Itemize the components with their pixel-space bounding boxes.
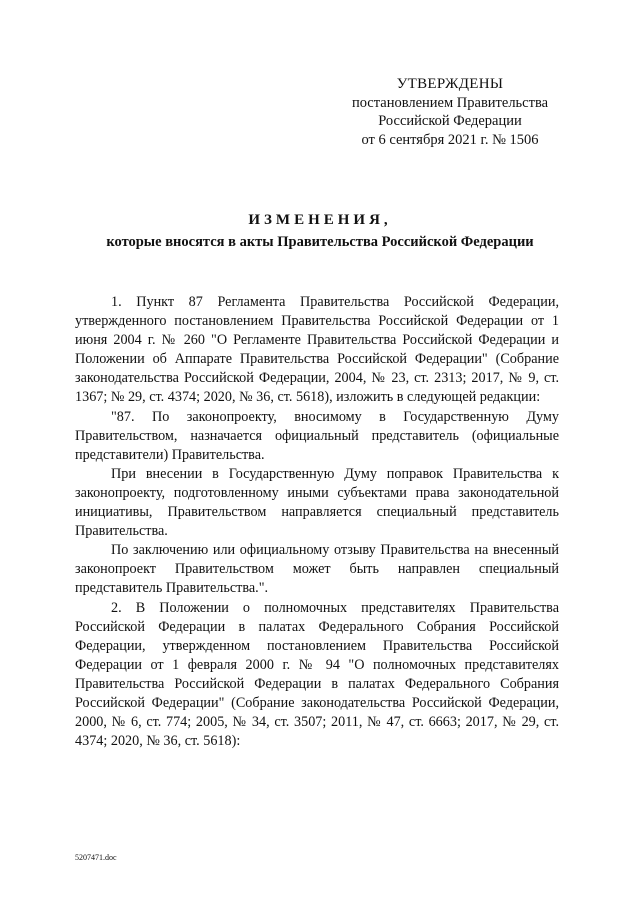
- approval-line-decree: постановлением Правительства: [351, 94, 549, 111]
- paragraph-1: 1. Пункт 87 Регламента Правительства Российской Федерации, утвержденного постановлением Правительства Российской Федерации от 1 июня 2004 г. № 260 "О Регламенте Правительства Российской Федерации и Положении об Аппарате Правительства Российской Федерации" (Собрание законодательства Российской Федерации, 2004, № 23, ст. 2313; 2017, № 9, ст. 1367; № 29, ст. 4374; 2020, № 36, ст. 5618), изложить в следующей редакции:: [75, 294, 559, 406]
- approval-line-date-number: от 6 сентября 2021 г. № 1506: [361, 131, 539, 148]
- paragraph-4: По заключению или официальному отзыву Правительства на внесенный законопроект Правительством может быть направлен специальный представитель Правительства.".: [75, 542, 559, 597]
- approval-line-federation: Российской Федерации: [378, 113, 522, 129]
- document-subtitle: которые вносятся в акты Правительства Российской Федерации: [106, 234, 534, 250]
- document-title: ИЗМЕНЕНИЯ,: [248, 212, 392, 228]
- paragraph-5: 2. В Положении о полномочных представителях Правительства Российской Федерации в палатах Федерального Собрания Российской Федерации, утвержденном постановлением Правительства Российской Федерации от 1 февраля 2000 г. № 94 "О полномочных представителях Правительства Российской Федерации в палатах Федерального Собрания Российской Федерации" (Собрание законодательства Российской Федерации, 2000, № 6, ст. 774; 2005, № 34, ст. 3507; 2011, № 47, ст. 6663; 2017, № 29, ст. 4374; 2020, № 36, ст. 5618):: [75, 599, 559, 750]
- approval-stamp: [330, 75, 570, 149]
- approval-heading: УТВЕРЖДЕНЫ: [396, 76, 504, 92]
- paragraph-2: "87. По законопроекту, вносимому в Государственную Думу Правительством, назначается официальный представитель (официальные представители) Правительства.: [75, 408, 559, 463]
- document-body: [75, 293, 559, 751]
- paragraph-3: При внесении в Государственную Думу поправок Правительства к законопроекту, подготовленному иными субъектами права законодательной инициативы, Правительством направляется специальный представитель Правительства.: [75, 465, 559, 540]
- file-name-footer: 5207471.doc: [75, 853, 117, 862]
